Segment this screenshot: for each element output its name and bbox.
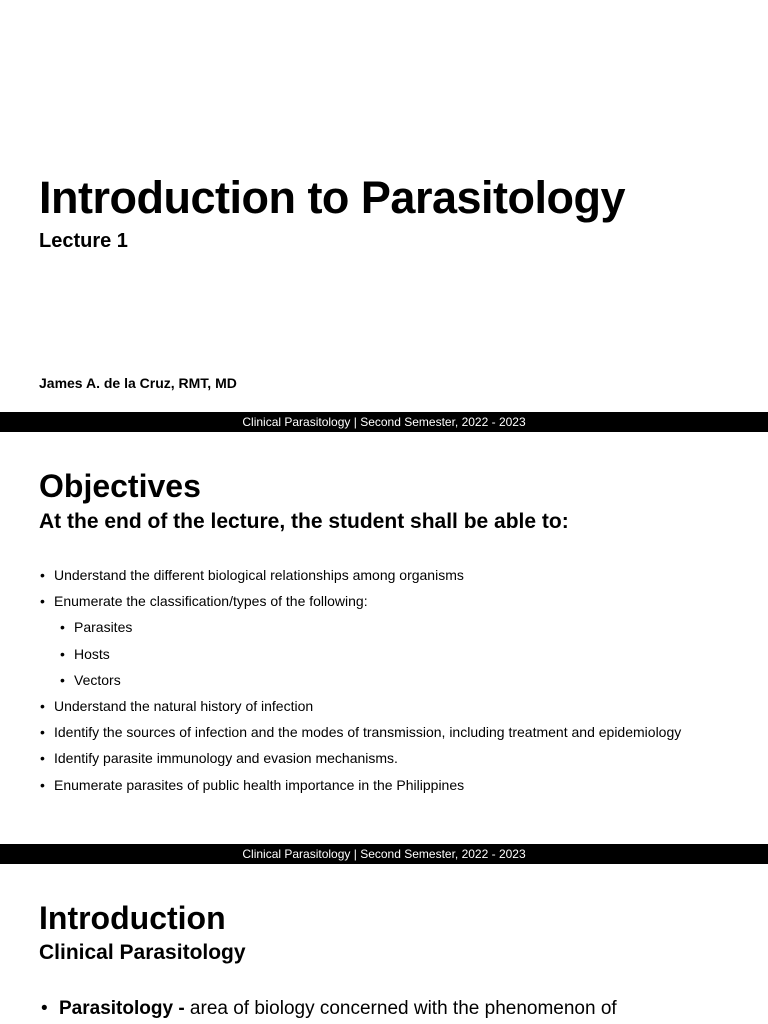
list-item: • Parasites: [59, 616, 681, 642]
objectives-subtitle: At the end of the lecture, the student shall be able to:: [39, 510, 569, 533]
lecture-number: Lecture 1: [39, 230, 128, 252]
introduction-title: Introduction: [39, 900, 226, 936]
definition-text: area of biology concerned with the phenomenon of: [184, 998, 617, 1019]
list-item: • Vectors: [59, 669, 681, 695]
introduction-subtitle: Clinical Parasitology: [39, 941, 246, 964]
slide-footer-1: Clinical Parasitology | Second Semester, 2022 - 2023: [0, 412, 768, 432]
author-name: James A. de la Cruz, RMT, MD: [39, 375, 237, 391]
slide-footer-2: Clinical Parasitology | Second Semester, 2022 - 2023: [0, 844, 768, 864]
objectives-list: [39, 564, 681, 800]
list-item: • Identify the sources of infection and the modes of transmission, including treatment and epidemiology: [39, 721, 681, 747]
list-item: • Identify parasite immunology and evasion mechanisms.: [39, 747, 681, 773]
definition-term: Parasitology -: [59, 998, 185, 1019]
list-item: • Hosts: [59, 643, 681, 669]
definition-bullet: [39, 998, 617, 1020]
list-item: • Enumerate parasites of public health importance in the Philippines: [39, 774, 681, 800]
list-item: • Understand the natural history of infection: [39, 695, 681, 721]
list-item: • Understand the different biological relationships among organisms: [39, 564, 681, 590]
list-item: • Enumerate the classification/types of the following:: [39, 590, 681, 616]
objectives-title: Objectives: [39, 468, 201, 504]
lecture-title: Introduction to Parasitology: [39, 172, 626, 223]
